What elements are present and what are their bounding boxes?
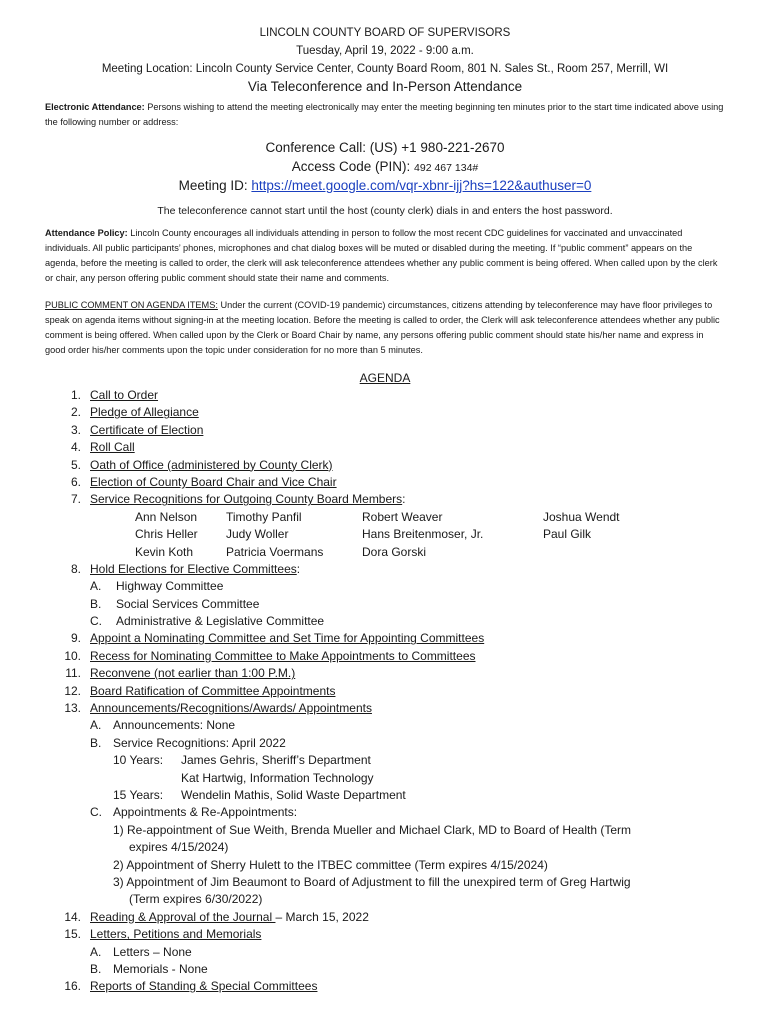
agenda-item (45, 926, 735, 943)
subitem-letter: C. (90, 805, 102, 820)
member-name: Timothy Panfil (226, 509, 302, 524)
member-name: Patricia Voermans (226, 544, 324, 559)
attendance-policy-label: Attendance Policy: (45, 228, 128, 238)
agenda-item (45, 700, 735, 717)
item-title: Call to Order (90, 388, 159, 402)
item-number: 13. (64, 701, 81, 716)
member-name: Hans Breitenmoser, Jr. (362, 527, 484, 542)
agenda-subitem (45, 961, 735, 978)
member-name: Paul Gilk (543, 527, 592, 542)
subitem-text: Appointments & Re-Appointments: (113, 805, 298, 820)
item-title: Roll Call (90, 440, 135, 455)
electronic-attendance-text: Persons wishing to attend the meeting electronically may enter the meeting beginning ten minutes prior to the start time indicated above using the following number or address: (45, 102, 724, 127)
item-title: Pledge of Allegiance (90, 405, 199, 420)
subitem-letter: A. (90, 579, 102, 594)
agenda-subitem (45, 578, 735, 595)
item-number: 12. (64, 683, 81, 698)
agenda-item (45, 422, 735, 439)
agenda-item (45, 404, 735, 421)
item-title: Certificate of Election (90, 422, 204, 437)
public-comment-text: Under the current (COVID-19 pandemic) circumstances, citizens attending by teleconference may have floor privileges to speak on agenda items without signing-in at the meeting location. Before the meeting is called to order, the Clerk will ask teleconference attendees whether any public comment is being offered. When called upon by the Clerk or Board Chair by name, any persons offering public comment should state his/her name and express in good order his/her comments upon the topic under consideration for no more than 5 minutes. (45, 300, 720, 355)
item-number: 7. (70, 492, 81, 507)
access-code-line (0, 157, 770, 178)
item-number: 4. (70, 440, 81, 455)
item-title: Recess for Nominating Committee to Make Appointments to Committees (90, 648, 476, 663)
member-row (45, 509, 735, 526)
item-number: 15. (64, 927, 81, 942)
appointment-line (45, 891, 735, 908)
appointment-line (45, 874, 735, 891)
member-name: Dora Gorski (362, 544, 427, 559)
agenda-item (45, 387, 735, 404)
agenda-item (45, 978, 735, 995)
item-number: 11. (65, 666, 81, 681)
recognition-row (45, 770, 735, 787)
appointment-line (45, 839, 735, 856)
item-title: Reports of Standing & Special Committees (90, 979, 318, 994)
member-row (45, 544, 735, 561)
item-title: Appoint a Nominating Committee and Set Time for Appointing Committees (90, 631, 485, 646)
public-comment-label: PUBLIC COMMENT ON AGENDA ITEMS: (45, 300, 218, 310)
member-row (45, 526, 735, 543)
attendance-policy-text: Lincoln County encourages all individuals attending in person to follow the most recent CDC guidelines for vaccinated and unvaccinated individuals. All public participants’ phones, microphones and chat dialog boxes will be muted or disabled during the meeting. If “public comment” appears on the agenda, before the meeting is called to order, the clerk will ask teleconference attendees whether any public comment is being offered. When called upon by the clerk or chair, any person offering public comment should state their name and comments. (45, 228, 718, 283)
public-comment (45, 298, 725, 358)
appointment-text: expires 4/15/2024) (129, 840, 229, 855)
item-suffix: : (402, 492, 406, 507)
access-code: 492 467 134# (414, 162, 479, 174)
item-date: – March 15, 2022 (275, 909, 369, 924)
item-title: Reading & Approval of the Journal (90, 909, 276, 924)
agenda-item (45, 909, 735, 926)
subitem-letter: A. (90, 944, 102, 959)
appointment-line (45, 857, 735, 874)
item-number: 1. (70, 388, 81, 402)
agenda-title: AGENDA (359, 371, 411, 385)
item-title: Letters, Petitions and Memorials (90, 927, 262, 942)
member-name: Ann Nelson (135, 509, 198, 524)
subitem-letter: B. (90, 596, 102, 611)
subitem-text: Administrative & Legislative Committee (116, 614, 325, 629)
item-title: Board Ratification of Committee Appointments (90, 683, 336, 698)
item-number: 5. (70, 457, 81, 472)
access-code-label: Access Code (PIN): (291, 159, 415, 174)
agenda-list (45, 387, 735, 996)
agenda-subitem (45, 944, 735, 961)
subitem-text: Highway Committee (116, 579, 224, 594)
appointment-text: (Term expires 6/30/2022) (129, 892, 263, 907)
attendance-mode: Via Teleconference and In-Person Attendance (247, 79, 523, 94)
item-title: Service Recognitions for Outgoing County Board Members (90, 492, 403, 507)
recognition-row (45, 787, 735, 804)
member-name: Chris Heller (135, 527, 198, 542)
member-name: Robert Weaver (362, 509, 443, 524)
recognition-name: Kat Hartwig, Information Technology (181, 770, 374, 785)
item-title: Reconvene (not earlier than 1:00 P.M.) (90, 666, 296, 681)
item-number: 10. (64, 648, 81, 663)
agenda-item (45, 648, 735, 665)
member-name: Judy Woller (226, 527, 289, 542)
appointment-text: 1) Re-appointment of Sue Weith, Brenda Mueller and Michael Clark, MD to Board of Health (Term (113, 822, 632, 837)
item-number: 14. (64, 909, 81, 924)
subitem-letter: A. (90, 718, 102, 733)
item-number: 3. (70, 422, 81, 437)
agenda-subitem (45, 735, 735, 752)
meeting-date: Tuesday, April 19, 2022 - 9:00 a.m. (296, 45, 474, 57)
subitem-text: Social Services Committee (116, 596, 260, 611)
years-label: 10 Years: (113, 753, 164, 768)
item-number: 6. (70, 474, 81, 489)
agenda-subitem (45, 804, 735, 821)
recognition-name: James Gehris, Sheriff’s Department (181, 753, 371, 768)
appointment-text: 3) Appointment of Jim Beaumont to Board of Adjustment to fill the unexpired term of Greg Hartwig (113, 874, 631, 889)
agenda-item (45, 683, 735, 700)
electronic-attendance (45, 100, 725, 130)
host-note: The teleconference cannot start until the host (county clerk) dials in and enters the host password. (157, 205, 613, 217)
agenda-item (45, 457, 735, 474)
item-title: Election of County Board Chair and Vice Chair (90, 474, 337, 489)
agenda-item (45, 439, 735, 456)
board-title: LINCOLN COUNTY BOARD OF SUPERVISORS (259, 27, 511, 39)
attendance-policy (45, 226, 725, 286)
years-label: 15 Years: (113, 787, 164, 802)
agenda-item (45, 474, 735, 491)
meeting-id-line (0, 176, 770, 196)
agenda-item (45, 561, 735, 578)
meeting-location: Meeting Location: Lincoln County Service Center, County Board Room, 801 N. Sales St., Room 257, Merrill, WI (101, 63, 669, 75)
appointment-text: 2) Appointment of Sherry Hulett to the ITBEC committee (Term expires 4/15/2024) (113, 857, 548, 872)
agenda-subitem (45, 613, 735, 630)
recognition-row (45, 752, 735, 769)
item-title: Oath of Office (administered by County Clerk) (90, 457, 333, 472)
agenda-subitem (45, 596, 735, 613)
appointment-line (45, 822, 735, 839)
conference-call: Conference Call: (US) +1 980-221-2670 (265, 140, 505, 155)
electronic-attendance-label: Electronic Attendance: (45, 102, 145, 112)
agenda-item (45, 630, 735, 647)
item-number: 2. (70, 405, 81, 420)
subitem-text: Memorials - None (113, 961, 208, 976)
item-number: 16. (64, 979, 81, 994)
subitem-text: Letters – None (113, 944, 192, 959)
subitem-letter: B. (90, 735, 102, 750)
agenda-item (45, 665, 735, 682)
subitem-text: Announcements: None (113, 718, 236, 733)
recognition-name: Wendelin Mathis, Solid Waste Department (181, 787, 406, 802)
meeting-link[interactable]: https://meet.google.com/vqr-xbnr-ijj?hs=122&authuser=0 (251, 178, 592, 193)
item-number: 9. (70, 631, 81, 646)
member-name: Joshua Wendt (543, 509, 620, 524)
item-number: 8. (70, 561, 81, 576)
subitem-text: Service Recognitions: April 2022 (113, 735, 286, 750)
agenda-subitem (45, 717, 735, 734)
item-title: Announcements/Recognitions/Awards/ Appointments (90, 701, 372, 716)
subitem-letter: C. (90, 614, 102, 629)
agenda-item (45, 491, 735, 508)
item-title: Hold Elections for Elective Committees (90, 561, 297, 576)
meeting-id-label: Meeting ID: (178, 178, 252, 193)
subitem-letter: B. (90, 961, 102, 976)
member-name: Kevin Koth (135, 544, 194, 559)
item-suffix: : (296, 561, 301, 576)
